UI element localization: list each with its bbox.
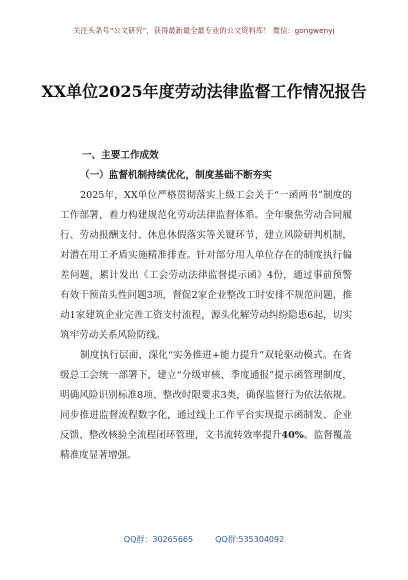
bottom-banner [0,534,408,545]
qq-group-1: QQ群：30265665 [123,535,194,544]
qq-group-2: QQ群:535304092 [215,535,285,544]
paragraph-2-tail: 。监督覆盖精准度显著增强。 [60,430,353,461]
efficiency-figure: 40% [281,430,304,441]
subsection-heading: （一）监督机制持续优化，制度基础不断夯实 [80,170,272,181]
paragraph-2-main: 制度执行层面，深化“实务推进+能力提升”双轮驱动模式。在省级总工会统一部署下，建立“分级审核、季度通报”提示函管理制度，明确风险识别标准8项、整改时限要求3类，确保监督行为依法依规。同步推进监督流程数字化，通过线上工作平台实现提示函制发、企业反馈、整改核验全流程闭环管理，文书流转效率提升 [60,350,352,441]
section-heading: 一、主要工作成效 [82,150,159,161]
paragraph-1: 2025年，XX单位严格贯彻落实上级工会关于“一函两书”制度的工作部署，着力构建规范化劳动法律监督体系。全年聚焦劳动合同履行、劳动报酬支付、休息休假落实等关键环节，建立风险研判机制，对潜在用工矛盾实施精准排查。针对部分用人单位存在的制度执行偏差问题，累计发出《工会劳动法律监督提示函》4份，通过事前预警有效干预苗头性问题3项，督促2家企业整改工时安排不规范问题，推动1家建筑企业完善工资支付流程，源头化解劳动纠纷隐患6起，切实筑牢劳动关系风险防线。 [60,190,352,341]
document-body [60,146,352,466]
paragraph-2 [60,346,352,466]
document-title: XX单位2025年度劳动法律监督工作情况报告 [41,82,367,101]
top-banner: 关注头条号“公文研究”，获得最新最全最专业的公文资料库！ 微信：gongwenyj [73,26,335,35]
